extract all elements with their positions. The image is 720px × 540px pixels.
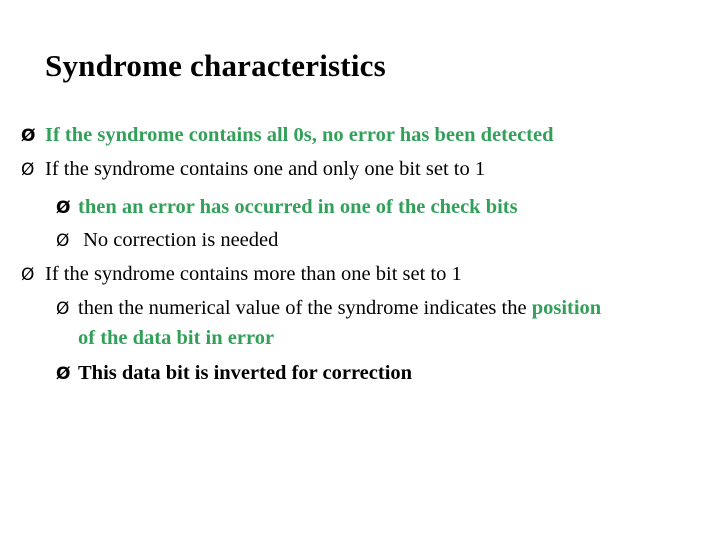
bullet-item: [21, 262, 462, 287]
bullet-item: [21, 157, 485, 182]
arrow-bullet-icon: Ø: [56, 299, 70, 319]
bullet-text: If the syndrome contains one and only one bit set to 1: [45, 158, 486, 180]
bullet-continuation-text: of the data bit in error: [78, 327, 275, 349]
slide-title: Syndrome characteristics: [45, 48, 386, 83]
bullet-text: then the numerical value of the syndrome indicates the: [78, 297, 532, 319]
bullet-text: then an error has occurred in one of the check bits: [78, 196, 518, 218]
bullet-item: [21, 123, 554, 148]
sub-bullet-item: [56, 228, 278, 253]
sub-bullet-item: [56, 195, 518, 220]
arrow-bullet-icon: Ø: [56, 364, 71, 384]
arrow-bullet-icon: Ø: [56, 198, 71, 218]
arrow-bullet-icon: Ø: [21, 160, 35, 180]
bullet-text: No correction is needed: [78, 229, 279, 251]
arrow-bullet-icon: Ø: [21, 126, 36, 146]
bullet-text: If the syndrome contains all 0s, no error has been detected: [45, 124, 554, 146]
bullet-text: If the syndrome contains more than one bit set to 1: [45, 263, 462, 285]
sub-bullet-item: [56, 296, 601, 321]
sub-bullet-item: [56, 361, 412, 386]
arrow-bullet-icon: Ø: [56, 231, 70, 251]
arrow-bullet-icon: Ø: [21, 265, 35, 285]
highlight-text: position: [531, 297, 602, 319]
bullet-text: This data bit is inverted for correction: [78, 362, 413, 384]
